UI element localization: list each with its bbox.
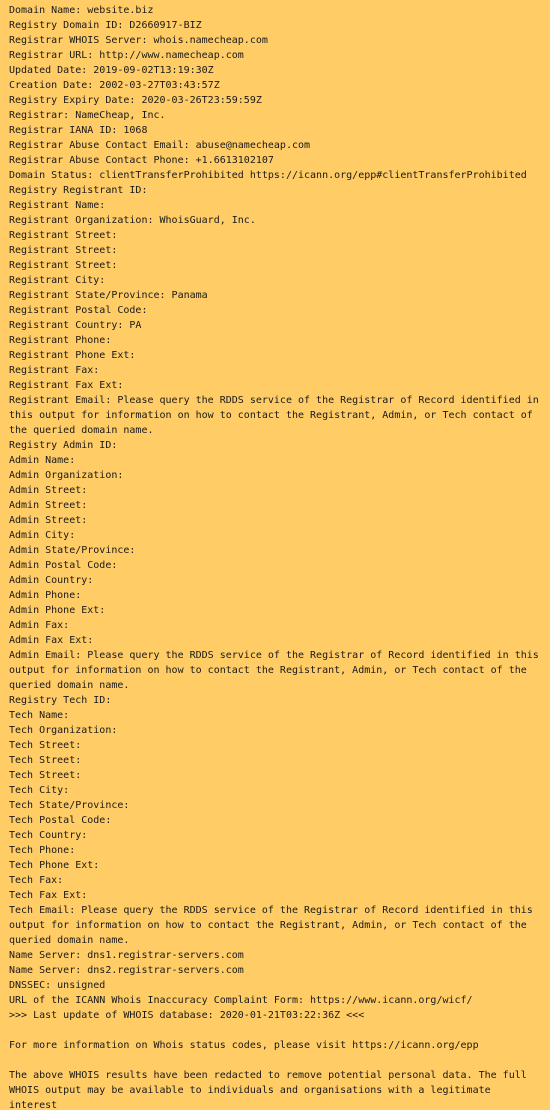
whois-line: Tech Street: bbox=[9, 740, 82, 751]
whois-line: Admin Email: Please query the RDDS service of the Registrar of Record identified in this bbox=[9, 650, 539, 661]
whois-line: Admin Name: bbox=[9, 455, 76, 466]
whois-line: Registrant Postal Code: bbox=[9, 305, 148, 316]
whois-line: Tech Email: Please query the RDDS service of the Registrar of Record identified in this bbox=[9, 905, 533, 916]
whois-line: Registrant Phone: bbox=[9, 335, 112, 346]
whois-line: Admin Fax Ext: bbox=[9, 635, 94, 646]
whois-line: queried domain name. bbox=[9, 935, 130, 946]
whois-line: Registrant Country: PA bbox=[9, 320, 142, 331]
whois-line: Tech Fax Ext: bbox=[9, 890, 88, 901]
whois-line: Creation Date: 2002-03-27T03:43:57Z bbox=[9, 80, 220, 91]
whois-line: Registrant Email: Please query the RDDS service of the Registrar of Record identified in bbox=[9, 395, 539, 406]
whois-line: Registrar: NameCheap, Inc. bbox=[9, 110, 166, 121]
whois-line: Tech State/Province: bbox=[9, 800, 130, 811]
whois-line: >>> Last update of WHOIS database: 2020-01-21T03:22:36Z <<< bbox=[9, 1010, 365, 1021]
whois-line: Tech City: bbox=[9, 785, 70, 796]
whois-line: Registrant Phone Ext: bbox=[9, 350, 136, 361]
whois-line: Tech Phone Ext: bbox=[9, 860, 100, 871]
whois-line: Tech Postal Code: bbox=[9, 815, 112, 826]
whois-line: Name Server: dns2.registrar-servers.com bbox=[9, 965, 244, 976]
whois-line: Registry Expiry Date: 2020-03-26T23:59:59Z bbox=[9, 95, 262, 106]
whois-line bbox=[9, 1053, 544, 1068]
whois-line: Admin Phone: bbox=[9, 590, 82, 601]
whois-line: output for information on how to contact the Registrant, Admin, or Tech contact of the bbox=[9, 920, 527, 931]
whois-line: Admin Postal Code: bbox=[9, 560, 118, 571]
whois-line: Registrar Abuse Contact Phone: +1.6613102107 bbox=[9, 155, 274, 166]
whois-line: Registrant Fax Ext: bbox=[9, 380, 124, 391]
whois-line: Tech Organization: bbox=[9, 725, 118, 736]
whois-line: Registry Domain ID: D2660917-BIZ bbox=[9, 20, 202, 31]
whois-line: Registrar Abuse Contact Email: abuse@namecheap.com bbox=[9, 140, 311, 151]
whois-line: WHOIS output may be available to individuals and organisations with a legitimate interest bbox=[9, 1085, 497, 1110]
whois-line: The above WHOIS results have been redacted to remove potential personal data. The full bbox=[9, 1070, 527, 1081]
whois-line: Admin Street: bbox=[9, 500, 88, 511]
whois-line: Registrar IANA ID: 1068 bbox=[9, 125, 148, 136]
whois-line: output for information on how to contact the Registrant, Admin, or Tech contact of the bbox=[9, 665, 527, 676]
whois-line: Admin Country: bbox=[9, 575, 94, 586]
whois-line: Updated Date: 2019-09-02T13:19:30Z bbox=[9, 65, 214, 76]
whois-line: DNSSEC: unsigned bbox=[9, 980, 106, 991]
whois-line: Registry Admin ID: bbox=[9, 440, 118, 451]
whois-line: Admin Street: bbox=[9, 485, 88, 496]
whois-line: Registrant Fax: bbox=[9, 365, 100, 376]
whois-line: Tech Fax: bbox=[9, 875, 64, 886]
whois-line: For more information on Whois status codes, please visit https://icann.org/epp bbox=[9, 1040, 479, 1051]
whois-line: URL of the ICANN Whois Inaccuracy Complaint Form: https://www.icann.org/wicf/ bbox=[9, 995, 473, 1006]
whois-line: Name Server: dns1.registrar-servers.com bbox=[9, 950, 244, 961]
whois-line: Admin City: bbox=[9, 530, 76, 541]
whois-line: Registry Registrant ID: bbox=[9, 185, 148, 196]
whois-line: Tech Street: bbox=[9, 770, 82, 781]
whois-line: Tech Country: bbox=[9, 830, 88, 841]
whois-line: Tech Name: bbox=[9, 710, 70, 721]
whois-line: Registrant Street: bbox=[9, 260, 118, 271]
whois-line: Registrar URL: http://www.namecheap.com bbox=[9, 50, 244, 61]
whois-line: Admin Phone Ext: bbox=[9, 605, 106, 616]
whois-line: Registrant Street: bbox=[9, 230, 118, 241]
whois-line: Registrar WHOIS Server: whois.namecheap.com bbox=[9, 35, 268, 46]
whois-line: Registry Tech ID: bbox=[9, 695, 112, 706]
whois-line: Tech Phone: bbox=[9, 845, 76, 856]
whois-line: Domain Name: website.biz bbox=[9, 5, 154, 16]
whois-line: this output for information on how to contact the Registrant, Admin, or Tech contact of bbox=[9, 410, 533, 421]
whois-line: Tech Street: bbox=[9, 755, 82, 766]
whois-line: Admin Fax: bbox=[9, 620, 70, 631]
whois-line: Registrant Name: bbox=[9, 200, 106, 211]
whois-line: Admin Organization: bbox=[9, 470, 124, 481]
whois-line: Domain Status: clientTransferProhibited https://icann.org/epp#clientTransferProhibited bbox=[9, 170, 527, 181]
whois-line: the queried domain name. bbox=[9, 425, 154, 436]
whois-line: Registrant City: bbox=[9, 275, 106, 286]
whois-line: Registrant Organization: WhoisGuard, Inc. bbox=[9, 215, 256, 226]
whois-line: Admin State/Province: bbox=[9, 545, 136, 556]
whois-line: queried domain name. bbox=[9, 680, 130, 691]
whois-line: Registrant State/Province: Panama bbox=[9, 290, 208, 301]
whois-line bbox=[9, 1023, 544, 1038]
whois-line: Registrant Street: bbox=[9, 245, 118, 256]
whois-line: Admin Street: bbox=[9, 515, 88, 526]
